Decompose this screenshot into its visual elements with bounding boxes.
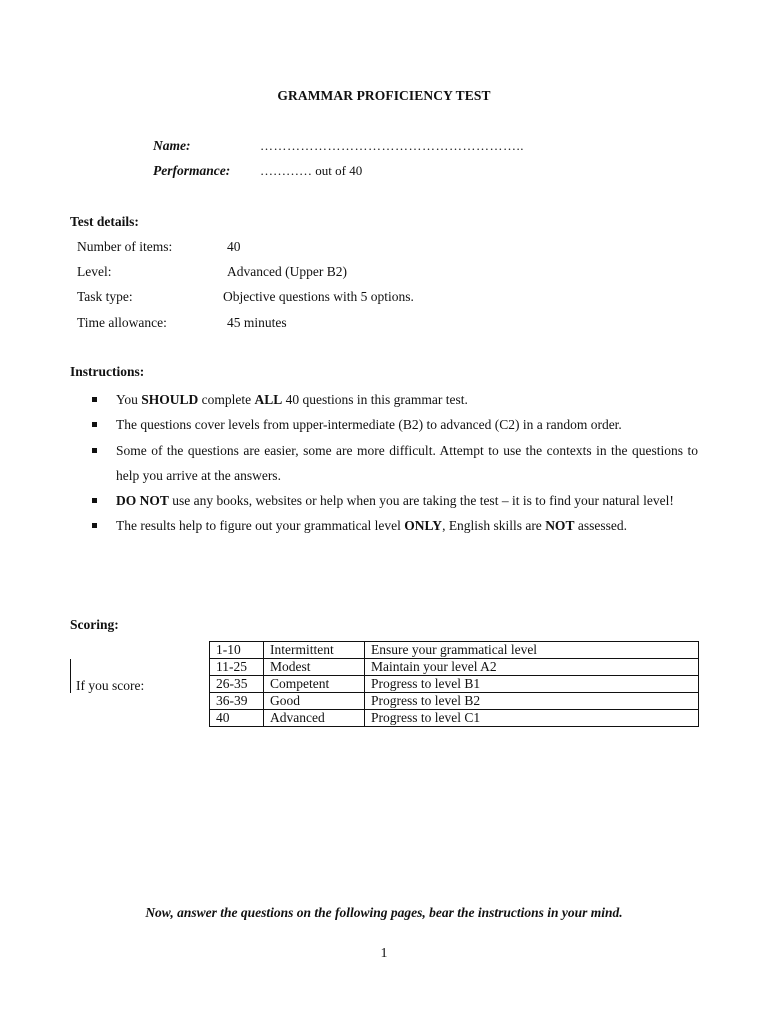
score-band-cell: Competent — [264, 676, 365, 693]
score-range-cell: 36-39 — [210, 693, 264, 710]
score-band-cell: Advanced — [264, 710, 365, 727]
instruction-text: assessed. — [574, 518, 627, 534]
instruction-item — [92, 387, 698, 412]
detail-value-time: 45 minutes — [227, 315, 287, 330]
score-band-cell: Modest — [264, 659, 365, 676]
table-row — [210, 659, 699, 676]
instruction-text: use any books, websites or help when you are taking the test – it is to find your natural level! — [168, 493, 674, 509]
instruction-text: complete — [198, 392, 255, 407]
performance-value: ………… out of 40 — [260, 163, 363, 178]
table-row — [210, 676, 699, 693]
score-range-cell: 40 — [210, 710, 264, 727]
instruction-item — [92, 488, 698, 513]
score-advice-cell: Progress to level C1 — [365, 710, 699, 727]
detail-label-task-type: Task type: — [77, 289, 133, 304]
detail-label-time: Time allowance: — [77, 315, 167, 330]
score-band-cell: Intermittent — [264, 642, 365, 659]
instruction-item — [92, 513, 698, 538]
bullet-icon — [92, 523, 97, 528]
page-number: 1 — [380, 946, 388, 961]
instructions-heading: Instructions: — [70, 364, 145, 379]
instruction-text: The results help to figure out your grammatical level — [116, 518, 405, 534]
table-row — [210, 642, 699, 659]
instruction-emphasis: ALL — [254, 392, 283, 407]
table-row — [210, 693, 699, 710]
instruction-emphasis: NOT — [545, 518, 575, 534]
detail-label-level: Level: — [77, 264, 112, 279]
instruction-text: 40 questions in this grammar test. — [282, 392, 468, 407]
scoring-prompt: If you score: — [76, 678, 145, 693]
name-value: ………………………………………………….. — [260, 138, 524, 153]
instruction-text: The questions cover levels from upper-intermediate (B2) to advanced (C2) in a random order. — [116, 417, 622, 433]
document-title: GRAMMAR PROFICIENCY TEST — [277, 88, 491, 103]
instruction-text: Some of the questions are easier, some are more difficult. Attempt to use the contexts in the questions to help you arrive at the answers. — [116, 442, 698, 483]
name-label: Name: — [153, 138, 191, 153]
score-advice-cell: Progress to level B2 — [365, 693, 699, 710]
instruction-text: You — [116, 392, 142, 407]
test-details-heading: Test details: — [70, 214, 139, 229]
instruction-emphasis: ONLY — [404, 518, 443, 534]
footer-note: Now, answer the questions on the following pages, bear the instructions in your mind. — [145, 905, 623, 920]
detail-value-items: 40 — [227, 239, 241, 254]
detail-value-level: Advanced (Upper B2) — [227, 264, 347, 279]
table-row — [210, 710, 699, 727]
score-range-cell: 1-10 — [210, 642, 264, 659]
detail-value-task-type: Objective questions with 5 options. — [223, 289, 414, 304]
score-band-cell: Good — [264, 693, 365, 710]
instruction-item — [92, 438, 698, 489]
score-advice-cell: Ensure your grammatical level — [365, 642, 699, 659]
instruction-emphasis: DO NOT — [116, 493, 169, 509]
bullet-icon — [92, 422, 97, 427]
score-advice-cell: Progress to level B1 — [365, 676, 699, 693]
instruction-emphasis: SHOULD — [141, 392, 199, 407]
bullet-icon — [92, 397, 97, 402]
performance-label: Performance: — [153, 163, 231, 178]
bullet-icon — [92, 448, 97, 453]
score-range-cell: 26-35 — [210, 676, 264, 693]
instruction-text: , English skills are — [442, 518, 546, 534]
scoring-bracket — [70, 659, 71, 693]
instruction-item — [92, 412, 698, 437]
scoring-table — [209, 641, 699, 727]
score-range-cell: 11-25 — [210, 659, 264, 676]
detail-label-items: Number of items: — [77, 239, 173, 254]
instructions-list — [92, 387, 698, 539]
bullet-icon — [92, 498, 97, 503]
scoring-heading: Scoring: — [70, 617, 119, 632]
score-advice-cell: Maintain your level A2 — [365, 659, 699, 676]
